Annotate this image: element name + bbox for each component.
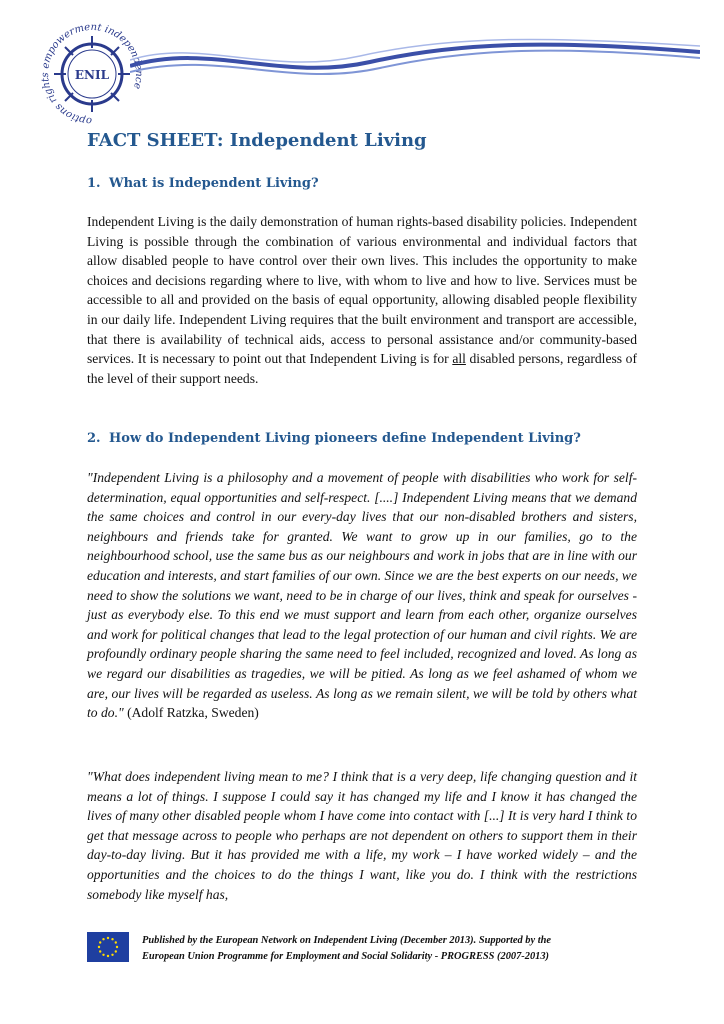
quote-second xyxy=(87,767,637,904)
section-1-paragraph xyxy=(87,212,637,388)
header-swoosh-decoration xyxy=(130,32,700,92)
footer-line-1: Published by the European Network on Independent Living (December 2013). Supported by the xyxy=(142,935,551,946)
section-2-heading xyxy=(87,431,581,446)
quote-ratzka-text: "Independent Living is a philosophy and a movement of people with disabilities who work for self-determination, equal opportunities and self-respect. [....] Independent Living means that we demand the same choices and control in our every-day lives that our non-disabled brothers and sisters, neighbours and friends take for granted. We want to grow up in our families, go to the neighbourhood school, use the same bus as our neighbours and work in jobs that are in line with our education and interests, and start families of our own. Since we are the best experts on our needs, we need to show the solutions we want, need to be in charge of our lives, think and speak for ourselves - just as everybody else. To this end we must support and learn from each other, organize ourselves and work for political changes that lead to the legal protection of our human and civil rights. We are profoundly ordinary people sharing the same need to feel included, recognized and loved. As long as we regard our disabilities as tragedies, we will be pitied. As long as we feel ashamed of whom we are, our lives will be regarded as useless. As long as we remain silent, we will be told by others what to do." xyxy=(87,470,637,721)
section-1-heading xyxy=(87,176,319,191)
section-1-number: 1. xyxy=(87,176,101,191)
section-1-text-end: disabled persons, regardless of the level of their support needs. xyxy=(87,351,637,386)
section-1-heading-text: What is Independent Living? xyxy=(109,176,319,191)
section-1-text: Independent Living is the daily demonstration of human rights-based disability policies. Independent Living is possible through the combination of various environmental and individual factors that allow disabled people to have control over their own lives. This includes the opportunity to make choices and decisions regarding where to live, with whom to live and how to live. Services must be accessible to all and provided on the basis of equal opportunity, allowing disabled people flexibility in our daily life. Independent Living requires that the built environment and transport are accessible, that there is availability of technical aids, access to personal assistance and/or community-based services. It is necessary to point out that Independent Living is for xyxy=(87,214,637,367)
section-2-number: 2. xyxy=(87,431,101,446)
footer-line-2: European Union Programme for Employment and Social Solidarity - PROGRESS (2007-2013) xyxy=(142,951,550,962)
logo-ring-text: options rights empowerment independence xyxy=(40,21,145,127)
footer-publication-note xyxy=(142,933,642,965)
quote-ratzka-attribution: (Adolf Ratzka, Sweden) xyxy=(123,705,259,721)
logo-text: ENIL xyxy=(74,68,110,82)
quote-ratzka xyxy=(87,468,637,723)
quote-second-text: "What does independent living mean to me? I think that is a very deep, life changing question and it means a lot of things. I suppose I could say it has changed my life and I know it has changed the lives of many other disabled people whom I have come into contact with [...] It is very hard I think to get that message across to people who perhaps are not dependent on others to support them in their day-to-day living. But it has provided me with a life, my work – I have worked widely – and the opportunities and the choices to do the things I want, like you do. I think with the restrictions somebody like myself has, xyxy=(87,769,637,902)
section-2-heading-text: How do Independent Living pioneers define Independent Living? xyxy=(109,431,581,446)
page-title: FACT SHEET: Independent Living xyxy=(87,130,427,151)
section-1-underlined-word: all xyxy=(452,351,466,367)
eu-flag-icon xyxy=(87,932,129,962)
